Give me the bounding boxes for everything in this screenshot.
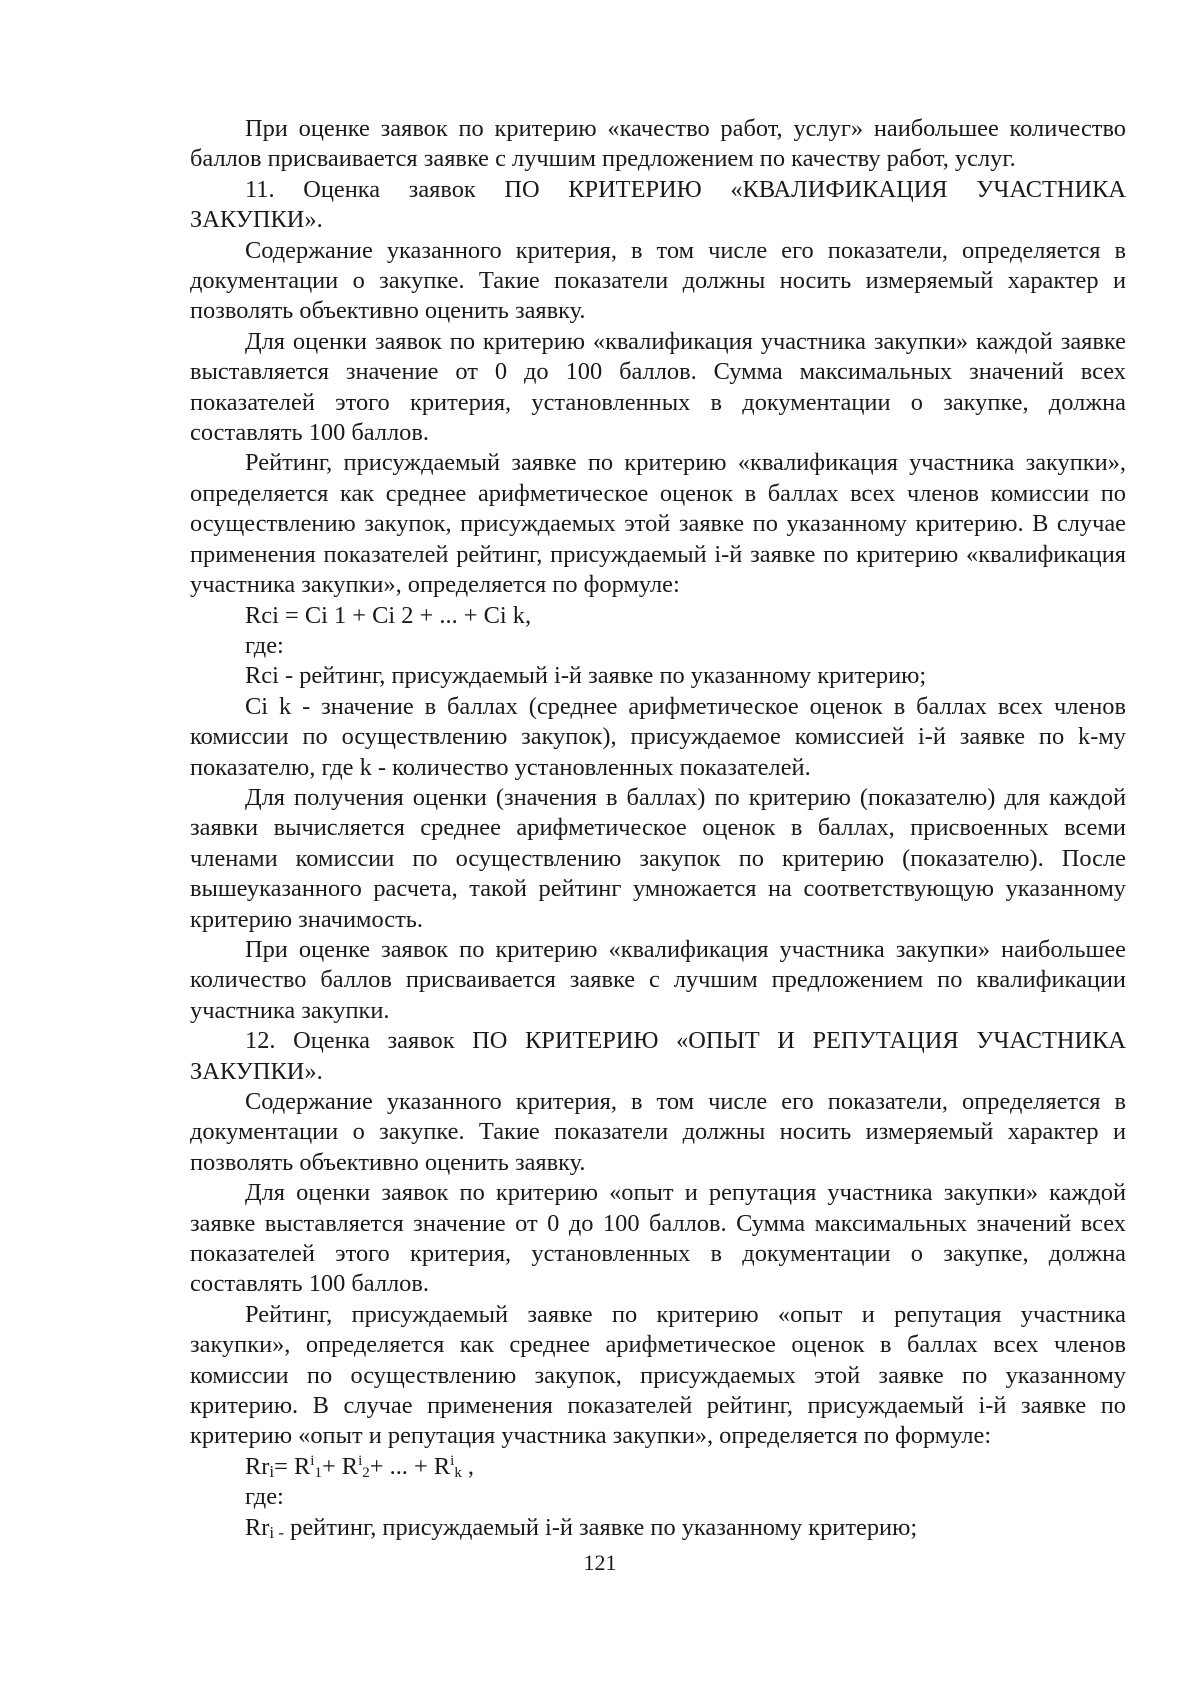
formula-tail: , <box>461 1452 475 1480</box>
formula-rri <box>190 1452 1126 1482</box>
where-label: где: <box>245 631 284 659</box>
formula-term-r: R <box>341 1452 359 1480</box>
paragraph: Рейтинг, присуждаемый заявке по критерию «квалификация участника закупки», определяется как среднее арифметическое оценок в баллах всех членов комиссии по осуществлению закупок, присуждаемых этой заявке по указанному критерию. В случае применения показателей рейтинг, присуждаемый i-й заявке по критерию «квалификация участника закупки», определяется по формуле: <box>190 449 1126 599</box>
formula-term-r: R <box>433 1452 451 1480</box>
formula-lhs-subscript: i <box>269 1461 275 1481</box>
paragraph: Содержание указанного критерия, в том числе его показатели, определяется в документации о закупке. Такие показатели должны носить измеряемый характер и позволять объективно оценить заявку. <box>190 236 1126 325</box>
definition-symbol: Rr <box>245 1513 270 1541</box>
paragraph: Для оценки заявок по критерию «квалификация участника закупки» каждой заявке выставляется значение от 0 до 100 баллов. Сумма максимальных значений всех показателей этого критерия, установленных в документации о закупке, должна составлять 100 баллов. <box>190 327 1126 447</box>
definition-symbol-subscript: i - <box>269 1522 285 1542</box>
formula-equals: = <box>274 1452 294 1480</box>
formula-plus-ellipsis: + ... + <box>369 1452 434 1480</box>
formula-superscript: i <box>450 1452 455 1469</box>
section-heading-12: 12. Оценка заявок ПО КРИТЕРИЮ «ОПЫТ И РЕПУТАЦИЯ УЧАСТНИКА ЗАКУПКИ». <box>190 1027 1126 1085</box>
definition-text: рейтинг, присуждаемый i-й заявке по указанному критерию; <box>284 1513 918 1541</box>
paragraph: Для получения оценки (значения в баллах) по критерию (показателю) для каждой заявки вычисляется среднее арифметическое оценок в баллах, присвоенных всеми членами комиссии по осуществлению закупок по критерию (показателю). После вышеуказанного расчета, такой рейтинг умножается на соответствующую указанному критерию значимость. <box>190 783 1126 933</box>
formula-subscript: 2 <box>362 1464 370 1481</box>
where-label: где: <box>245 1483 284 1511</box>
definition-rri <box>190 1513 1126 1543</box>
paragraph: Содержание указанного критерия, в том числе его показатели, определяется в документации о закупке. Такие показатели должны носить измеряемый характер и позволять объективно оценить заявку. <box>190 1088 1126 1176</box>
formula-term-r: R <box>293 1452 311 1480</box>
formula-subscript: k <box>454 1464 462 1481</box>
paragraph: Рейтинг, присуждаемый заявке по критерию «опыт и репутация участника закупки», определяется как среднее арифметическое оценок в баллах всех членов комиссии по осуществлению закупок, присуждаемых этой заявке по указанному критерию. В случае применения показателей рейтинг, присуждаемый i-й заявке по критерию «опыт и репутация участника закупки», определяется по формуле: <box>190 1300 1126 1450</box>
page-body <box>190 114 1126 1543</box>
section-heading-11: 11. Оценка заявок ПО КРИТЕРИЮ «КВАЛИФИКАЦИЯ УЧАСТНИКА ЗАКУПКИ». <box>190 175 1126 234</box>
page-number: 121 <box>583 1550 617 1575</box>
definition-cik: Ci k - значение в баллах (среднее арифметическое оценок в баллах всех членов комиссии по осуществлению закупок), присуждаемое комиссией i-й заявке по k-му показателю, где k - количество установленных показателей. <box>190 692 1126 781</box>
formula-superscript: i <box>310 1452 315 1469</box>
formula-superscript: i <box>358 1452 363 1469</box>
paragraph: Для оценки заявок по критерию «опыт и репутация участника закупки» каждой заявке выставляется значение от 0 до 100 баллов. Сумма максимальных значений всех показателей этого критерия, установленных в документации о закупке, должна составлять 100 баллов. <box>190 1179 1126 1298</box>
paragraph: При оценке заявок по критерию «качество работ, услуг» наибольшее количество баллов присваивается заявке с лучшим предложением по качеству работ, услуг. <box>190 115 1126 173</box>
formula-plus: + <box>321 1452 342 1480</box>
definition-rci: Rci - рейтинг, присуждаемый i-й заявке по указанному критерию; <box>245 662 927 690</box>
formula-rci: Rci = Ci 1 + Ci 2 + ... + Ci k, <box>245 601 532 629</box>
formula-lhs: Rr <box>245 1452 270 1480</box>
paragraph: При оценке заявок по критерию «квалификация участника закупки» наибольшее количество баллов присваивается заявке с лучшим предложением по квалификации участника закупки. <box>190 935 1126 1024</box>
formula-subscript: 1 <box>314 1464 322 1481</box>
